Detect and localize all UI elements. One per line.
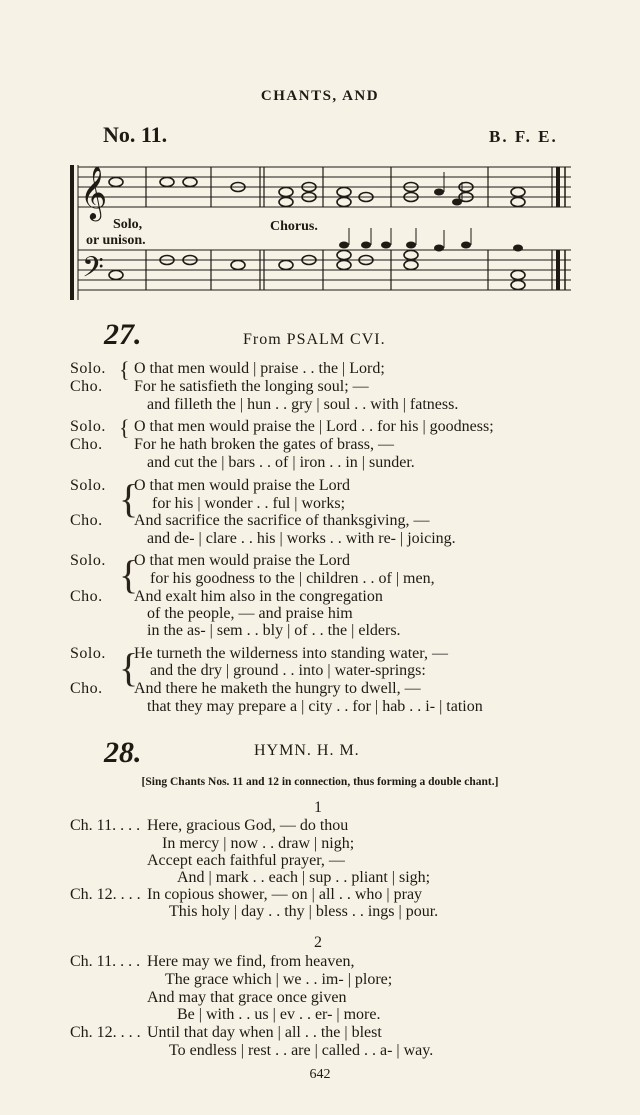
verse-line: O that men would praise the Lord xyxy=(134,552,350,569)
speaker-label: Solo. xyxy=(70,360,106,377)
brace: { xyxy=(119,476,139,521)
speaker-label: Cho. xyxy=(70,680,103,697)
svg-text:𝄞: 𝄞 xyxy=(80,165,108,219)
verse-line: Be | with . . us | ev . . er- | more. xyxy=(177,1006,381,1023)
running-head: CHANTS, AND xyxy=(260,88,380,104)
speaker-label: Cho. xyxy=(70,512,103,529)
unison-label: or unison. xyxy=(86,233,146,248)
speaker-label: Solo. xyxy=(70,418,106,435)
verse-line: Accept each faithful prayer, — xyxy=(147,852,345,869)
chant-label: Ch. 11. . . . xyxy=(70,817,141,834)
verse-line: And sacrifice the sacrifice of thanksgiving, — xyxy=(134,512,430,529)
verse-line: O that men would praise the | Lord . . for his | goodness; xyxy=(134,418,494,435)
speaker-label: Solo. xyxy=(70,645,106,662)
verse-line: and filleth the | hun . . gry | soul . . with | fatness. xyxy=(147,396,459,413)
verse-line: And there he maketh the hungry to dwell, — xyxy=(134,680,421,697)
verse-line: O that men would | praise . . the | Lord; xyxy=(134,360,385,377)
verse-line: The grace which | we . . im- | plore; xyxy=(165,971,393,988)
verse-number: 1 xyxy=(314,799,322,816)
verse-line: To endless | rest . . are | called . . a- | way. xyxy=(169,1042,434,1059)
section-28-title: HYMN. H. M. xyxy=(254,742,360,759)
verse-line: for his goodness to the | children . . of | men, xyxy=(150,570,435,587)
verse-line: Here, gracious God, — do thou xyxy=(147,817,349,834)
speaker-label: Cho. xyxy=(70,436,103,453)
chant-label: Ch. 12. . . . xyxy=(70,1024,141,1041)
verse-line: This holy | day . . thy | bless . . ings | pour. xyxy=(169,903,439,920)
verse-line: in the as- | sem . . bly | of . . the | elders. xyxy=(147,622,401,639)
verse-line: O that men would praise the Lord xyxy=(134,477,350,494)
verse-line: In copious shower, — on | all . . who | pray xyxy=(147,886,423,903)
verse-line: for his | wonder . . ful | works; xyxy=(152,495,346,512)
brace: { xyxy=(119,645,139,690)
chorus-label: Chorus. xyxy=(270,219,318,234)
verse-line: and de- | clare . . his | works . . with re- | joicing. xyxy=(147,530,456,547)
brace: { xyxy=(119,357,130,382)
brace: { xyxy=(119,552,139,597)
verse-line: And | mark . . each | sup . . pliant | sigh; xyxy=(177,869,431,886)
verse-line: and the dry | ground . . into | water-springs: xyxy=(150,662,426,679)
verse-line: And exalt him also in the congregation xyxy=(134,588,383,605)
section-27-number: 27. xyxy=(104,318,142,351)
verse-line: and cut the | bars . . of | iron . . in | sunder. xyxy=(147,454,415,471)
music-score xyxy=(66,150,576,305)
brace: { xyxy=(119,415,130,440)
verse-line: For he hath broken the gates of brass, — xyxy=(134,436,394,453)
chant-label: Ch. 12. . . . xyxy=(70,886,141,903)
chant-number: No. 11. xyxy=(103,122,168,147)
verse-line: that they may prepare a | city . . for | hab . . i- | tation xyxy=(147,698,483,715)
verse-line: For he satisfieth the longing soul; — xyxy=(134,378,369,395)
verse-line: Until that day when | all . . the | blest xyxy=(147,1024,382,1041)
solo-label: Solo, xyxy=(113,217,143,232)
verse-line: He turneth the wilderness into standing water, — xyxy=(134,645,448,662)
verse-line: of the people, — and praise him xyxy=(147,605,353,622)
performance-note: [Sing Chants Nos. 11 and 12 in connection, thus forming a double chant.] xyxy=(141,776,499,788)
page-number: 642 xyxy=(309,1067,331,1082)
chant-label: Ch. 11. . . . xyxy=(70,953,141,970)
speaker-label: Cho. xyxy=(70,588,103,605)
speaker-label: Solo. xyxy=(70,477,106,494)
speaker-label: Solo. xyxy=(70,552,106,569)
verse-line: Here may we find, from heaven, xyxy=(147,953,355,970)
verse-line: In mercy | now . . draw | nigh; xyxy=(162,835,355,852)
svg-text:𝄢: 𝄢 xyxy=(82,251,104,291)
section-27-title: From PSALM CVI. xyxy=(243,331,386,348)
section-28-number: 28. xyxy=(104,736,142,769)
speaker-label: Cho. xyxy=(70,378,103,395)
verse-number: 2 xyxy=(314,934,322,951)
chant-key: B. F. E. xyxy=(489,127,558,146)
verse-line: And may that grace once given xyxy=(147,989,347,1006)
